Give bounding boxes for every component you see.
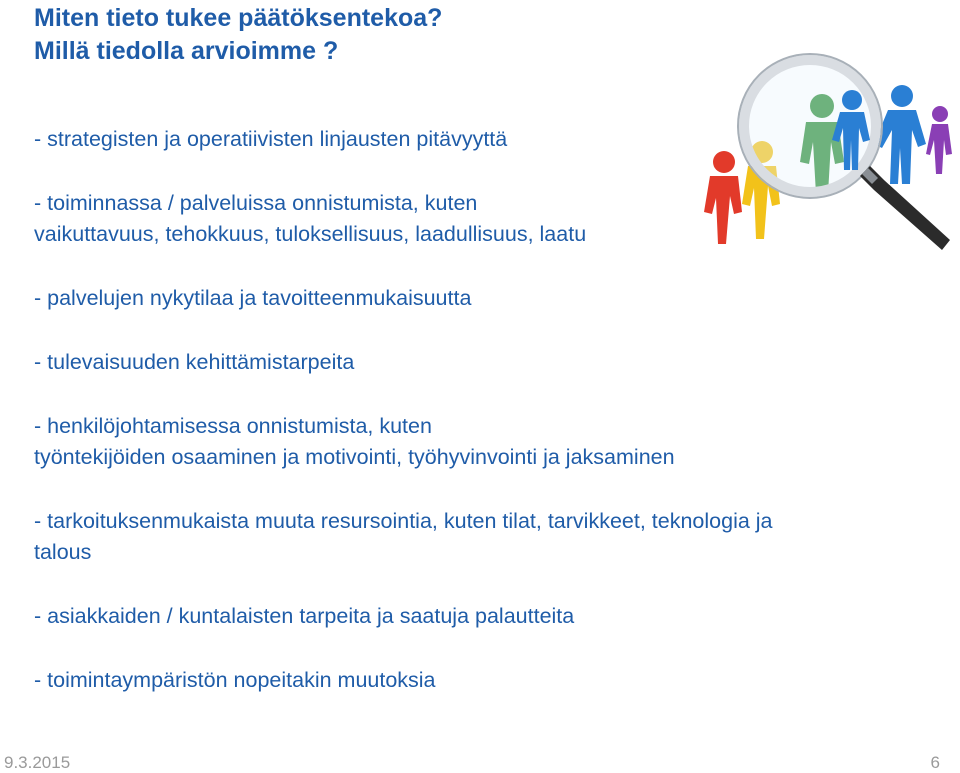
slide-title — [34, 2, 442, 68]
bullet-item-future-needs — [34, 347, 954, 378]
bullet-item-leadership — [34, 411, 954, 473]
bullet-item-resources — [34, 506, 954, 568]
bullet-item-customer-feedback — [34, 601, 954, 632]
bullet-text: - palvelujen nykytilaa ja tavoitteenmukaisuutta — [34, 286, 472, 310]
bullet-text: työntekijöiden osaaminen ja motivointi, työhyvinvointi ja jaksaminen — [34, 445, 675, 469]
bullet-text: talous — [34, 540, 92, 564]
bullet-item-current-state — [34, 283, 954, 314]
bullet-text: - henkilöjohtamisessa onnistumista, kuten — [34, 414, 432, 438]
bullet-text: - strategisten ja operatiivisten linjausten pitävyyttä — [34, 127, 508, 151]
page-number: 6 — [930, 753, 940, 772]
magnifying-glass-with-people-icon — [702, 44, 952, 254]
bullet-text: - asiakkaiden / kuntalaisten tarpeita ja saatuja palautteita — [34, 604, 575, 628]
bullet-text: - tarkoituksenmukaista muuta resursointia, kuten tilat, tarvikkeet, teknologia ja — [34, 509, 773, 533]
bullet-text: - toiminnassa / palveluissa onnistumista, kuten — [34, 191, 478, 215]
bullet-text: - toimintaympäristön nopeitakin muutoksia — [34, 668, 436, 692]
bullet-text: - tulevaisuuden kehittämistarpeita — [34, 350, 355, 374]
person-figure-icon — [704, 151, 742, 244]
slide-title-line-1: Miten tieto tukee päätöksentekoa? — [34, 4, 443, 32]
bullet-text: vaikuttavuus, tehokkuus, tuloksellisuus, laadullisuus, laatu — [34, 222, 587, 246]
person-figure-icon — [926, 106, 952, 174]
bullet-item-environment-changes — [34, 665, 954, 696]
slide-title-line-2: Millä tiedolla arvioimme ? — [34, 37, 339, 65]
footer-date: 9.3.2015 — [4, 753, 71, 772]
